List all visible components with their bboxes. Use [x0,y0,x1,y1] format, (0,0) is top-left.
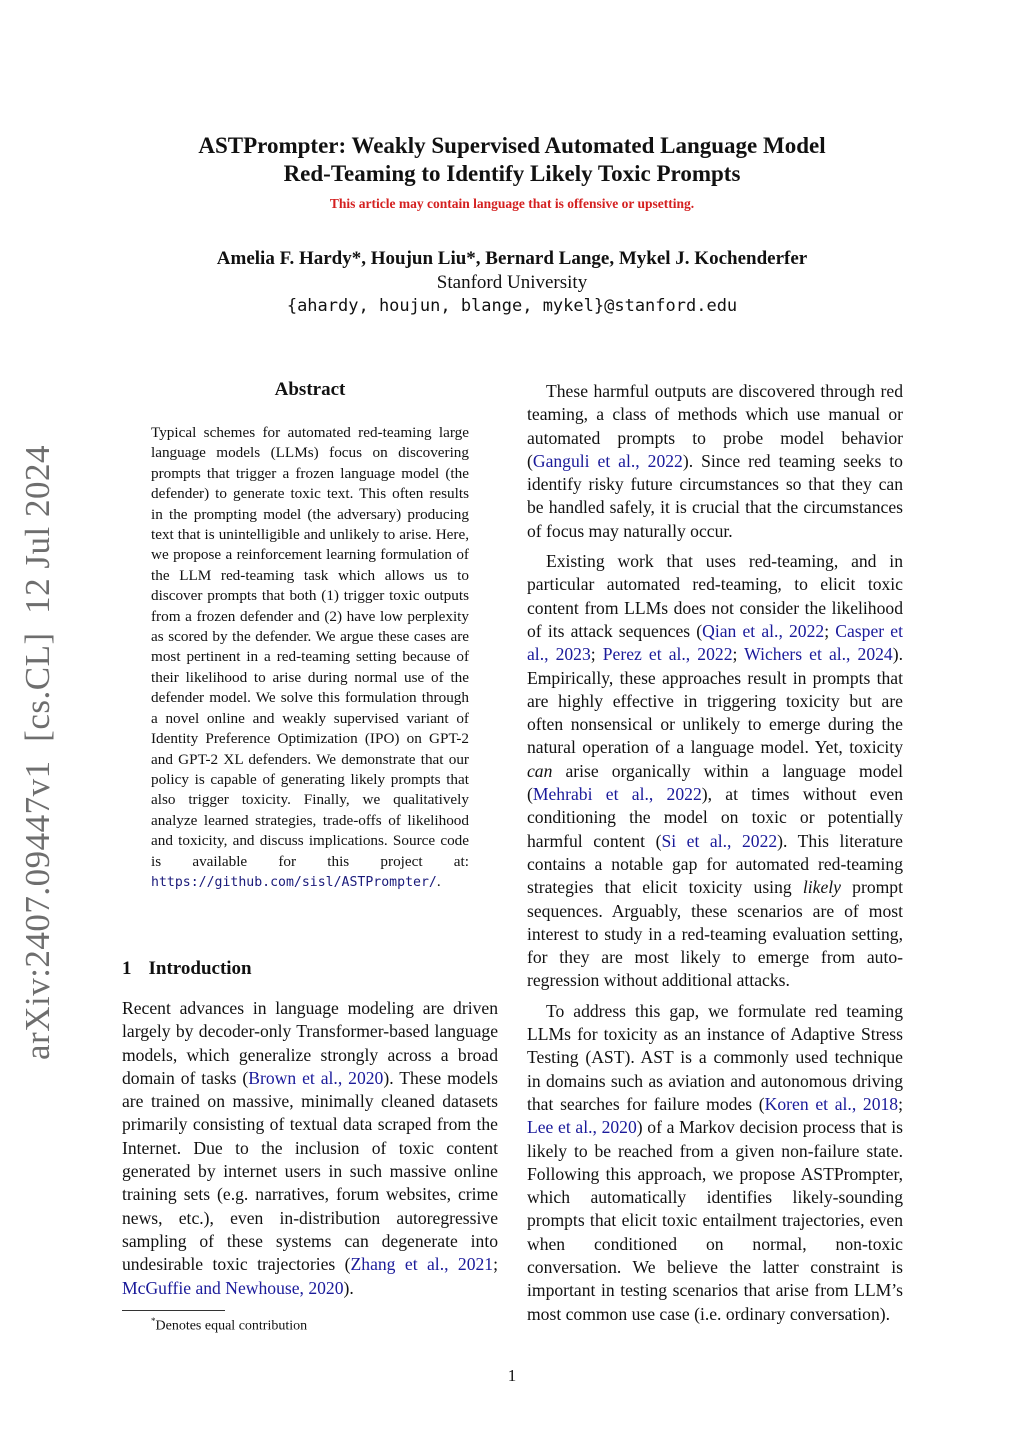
intro-paragraph-3 [527,550,903,993]
abstract-body [151,423,469,893]
citation-link[interactable]: Brown et al., 2020 [248,1067,384,1088]
text-run: ). These models are trained on massive, minimally cleaned datasets primarily consisting of textual data scraped from the Internet. Due to the inclusion of toxic content generated by internet users in such massive online training sets (e.g. narratives, forum websites, crime news, etc.), even in-distribution autoregressive sampling of these systems can degenerate into undesirable toxic trajectories ( [122,1067,498,1275]
text-run: Recent advances in language modeling are driven largely by decoder-only Transformer-based language models, which generalize strongly across a broad domain of tasks ( [122,998,498,1088]
intro-right-column [527,380,903,1326]
arxiv-identifier: arXiv:2407.09447v1 [cs.CL] 12 Jul 2024 [18,445,57,1060]
emphasis: can [527,760,553,781]
intro-paragraph-2 [527,380,903,543]
footnote [151,1316,307,1335]
paper-title-line-1: ASTPrompter: Weakly Supervised Automated Language Model [198,133,826,158]
text-run: ). Since red teaming seeks to identify risky future circumstances so that they can be handled safely, it is crucial that the circumstances of focus may naturally occur. [527,450,903,541]
affiliation: Stanford University [436,272,588,293]
abstract-text: Typical schemes for automated red-teaming large language models (LLMs) focus on discovering prompts that trigger a frozen language model (the defender) to generate toxic text. This often results in the prompting model (the adversary) producing text that is unintelligible and unlikely to arise. Here, we propose a reinforcement learning formulation of the LLM red-teaming task which allows us to discover prompts that both (1) trigger toxic outputs from a frozen defender and (2) have low perplexity as scored by the defender. We argue these cases are most pertinent in a red-teaming setting because of their likelihood to arise during normal use of the defender model. We solve this formulation through a novel online and weakly supervised variant of Identity Preference Optimization (IPO) on GPT-2 and GPT-2 XL defenders. We demonstrate that our policy is capable of generating likely prompts that also trigger toxicity. Finally, we qualitatively analyze learned strategies, trade-offs of likelihood and toxicity, and discuss implications. Source code is available for this project at: [151,424,469,870]
citation-link[interactable]: McGuffie and Newhouse, 2020 [122,1277,344,1298]
section-heading-introduction [122,958,252,980]
citation-link[interactable]: Koren et al., 2018 [764,1093,899,1114]
text-run: ; [493,1254,498,1275]
text-run: To address this gap, we formulate red teaming LLMs for toxicity as an instance of Adaptive Stress Testing (AST). AST is a commonly used technique in domains such as aviation and autonomous driving that searches for failure modes ( [527,1000,903,1114]
citation-link[interactable]: Si et al., 2022 [661,830,778,851]
abstract-url-period: . [436,872,441,890]
content-warning: This article may contain language that is offensive or upsetting. [329,196,695,211]
footnote-rule [122,1310,225,1311]
section-title: Introduction [148,958,252,979]
text-run: These harmful outputs are discovered through red teaming, a class of methods which use manual or automated prompts to probe model behavior ( [527,381,903,471]
text-run: prompt sequences. Arguably, these scenarios are of most interest to study in a red-teaming evaluation setting, for they are most likely to emerge from auto-regression without additional attacks. [527,877,903,991]
text-run: arise organically within a language model ( [527,760,903,805]
citation-link[interactable]: Lee et al., 2020 [527,1117,637,1138]
footnote-marker: * [151,1316,156,1326]
intro-left-column [122,997,498,1300]
citation-link[interactable]: Mehrabi et al., 2022 [532,784,702,805]
paper-title-line-2: Red-Teaming to Identify Likely Toxic Prompts [283,161,741,186]
text-run: ), at times without even conditioning the model on toxic or potentially harmful content ( [527,784,903,851]
citation-link[interactable]: Perez et al., 2022 [602,644,733,665]
text-run: ; [898,1093,903,1114]
text-run: ) of a Markov decision process that is likely to be reached from a given non-failure state. Following this approach, we propose ASTPrompter, which automatically identifies likely-sounding prompts that elicit toxic entailment trajectories, even when conditioned on normal, non-toxic conversation. We believe the latter constraint is important in testing scenarios that arise from LLM’s most common use case (i.e. ordinary conversation). [527,1117,903,1324]
text-run: ). Empirically, these approaches result in prompts that are highly effective in triggering toxicity but are often nonsensical or unlikely to emerge during the natural operation of a language model. Yet, toxicity [527,644,903,758]
text-run: ). This literature contains a notable gap for automated red-teaming strategies that elicit toxicity using [527,830,903,898]
citation-link[interactable]: Wichers et al., 2024 [744,644,893,665]
text-run: Existing work that uses red-teaming, and in particular automated red-teaming, to elicit toxic content from LLMs does not consider the likelihood of its attack sequences ( [527,551,903,641]
text-run: ). [343,1277,354,1298]
section-number: 1 [122,958,132,979]
citation-link[interactable]: Qian et al., 2022 [702,620,825,641]
abstract-heading: Abstract [274,379,346,400]
source-code-link[interactable]: https://github.com/sisl/ASTPrompter/ [151,874,437,890]
author-list: Amelia F. Hardy*, Houjun Liu*, Bernard Lange, Mykel J. Kochenderfer [216,248,808,269]
page-number: 1 [507,1366,517,1385]
author-emails: {ahardy, houjun, blange, mykel}@stanford.edu [286,296,738,316]
text-run: ; [732,644,745,665]
citation-link[interactable]: Zhang et al., 2021 [350,1254,494,1275]
citation-link[interactable]: Casper et al., 2023 [527,620,903,665]
emphasis: likely [802,877,841,898]
citation-link[interactable]: Ganguli et al., 2022 [532,450,683,471]
intro-paragraph-1 [122,997,498,1300]
text-run: ; [824,620,836,641]
text-run: ; [590,644,603,665]
intro-paragraph-4 [527,1000,903,1326]
footnote-text: Denotes equal contribution [155,1318,308,1334]
